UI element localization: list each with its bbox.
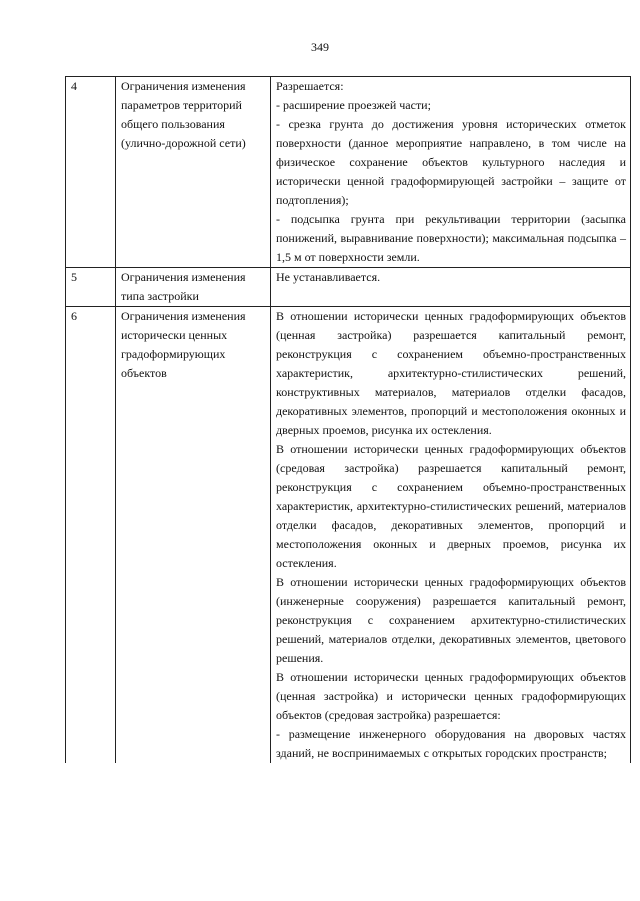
table-row <box>66 268 631 307</box>
parameter-text: Ограничения изменения типа застройки <box>121 270 246 303</box>
value-paragraph: - размещение инженерного оборудования на дворовых частях зданий, не воспринимаемых с открытых городских пространств; <box>276 727 626 760</box>
value-cell <box>271 268 631 307</box>
value-paragraph: В отношении исторически ценных градоформирующих объектов (средовая застройка) разрешается капитальный ремонт, реконструкция с сохранением объемно-пространственных характеристик, архитектурно-стилистических решений, материалов отделки фасадов, декоративных элементов, пропорций и местоположения оконных и дверных проемов, рисунка их остекления. <box>276 442 626 570</box>
value-line: - срезка грунта до достижения уровня исторических отметок поверхности (данное мероприятие направлено, в том числе на физическое сохранение объектов культурного наследия и исторически ценной градоформирующей застройки – защите от подтопления); <box>276 117 626 207</box>
row-number: 4 <box>66 77 116 268</box>
parameter-cell <box>116 268 271 307</box>
value-cell <box>271 77 631 268</box>
row-number: 6 <box>66 307 116 764</box>
value-paragraph: В отношении исторически ценных градоформирующих объектов (ценная застройка) и исторически ценных градоформирующих объектов (средовая застройка) разрешается: <box>276 670 626 722</box>
value-line: - расширение проезжей части; <box>276 98 431 112</box>
parameter-text: Ограничения изменения параметров территорий общего пользования (улично-дорожной сети) <box>121 79 246 150</box>
page-number: 349 <box>311 40 329 54</box>
value-paragraph: В отношении исторически ценных градоформирующих объектов (инженерные сооружения) разрешается капитальный ремонт, реконструкция с сохранением архитектурно-стилистических решений, материалов отделки, декоративных элементов, цветового решения. <box>276 575 626 665</box>
parameter-text: Ограничения изменения исторически ценных градоформирующих объектов <box>121 309 246 380</box>
table-row <box>66 77 631 268</box>
parameter-cell <box>116 77 271 268</box>
value-line: Не устанавливается. <box>276 270 381 284</box>
value-line: Разрешается: <box>276 79 344 93</box>
value-line: - подсыпка грунта при рекультивации территории (засыпка понижений, выравнивание поверхности); максимальная подсыпка – 1,5 м от поверхности земли. <box>276 212 626 264</box>
regulations-table <box>65 76 631 763</box>
value-paragraph: В отношении исторически ценных градоформирующих объектов (ценная застройка) разрешается капитальный ремонт, реконструкция с сохранением объемно-пространственных характеристик, архитектурно-стилистических решений, конструктивных материалов, материалов отделки фасадов, декоративных элементов, пропорций и местоположения оконных и дверных проемов, рисунка их остекления. <box>276 309 626 437</box>
table-row <box>66 307 631 764</box>
value-cell <box>271 307 631 764</box>
parameter-cell <box>116 307 271 764</box>
row-number: 5 <box>66 268 116 307</box>
